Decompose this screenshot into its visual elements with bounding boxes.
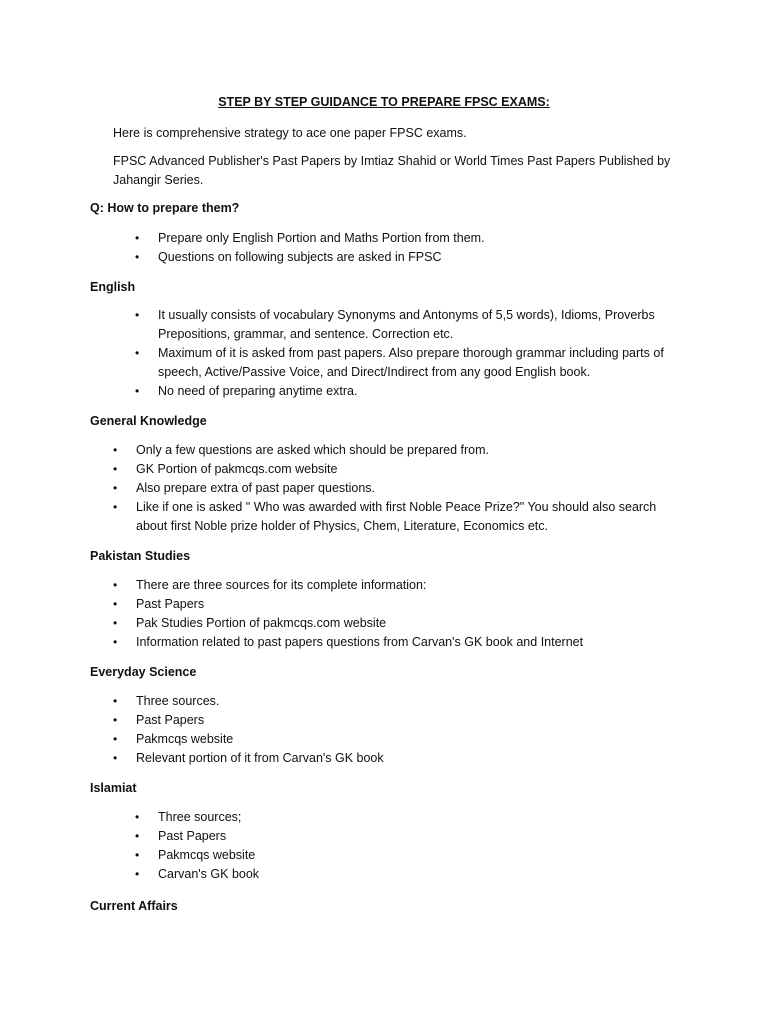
bullet-icon: •: [135, 384, 140, 398]
list-item: • Relevant portion of it from Carvan's GK book: [136, 749, 696, 768]
document-title: STEP BY STEP GUIDANCE TO PREPARE FPSC EXAMS:: [218, 95, 550, 109]
bullet-icon: •: [135, 231, 140, 245]
list-item: • Maximum of it is asked from past papers. Also prepare thorough grammar including parts of speech, Active/Passive Voice, and Direct/Indirect from any good English book.: [135, 346, 664, 379]
bullet-icon: •: [113, 616, 118, 630]
section-heading-english: English: [90, 280, 136, 294]
bullet-icon: •: [135, 810, 140, 824]
everyday-science-list: [113, 692, 696, 768]
list-item: • Prepare only English Portion and Maths Portion from them.: [158, 229, 718, 248]
bullet-icon: •: [135, 250, 140, 264]
bullet-icon: •: [113, 462, 118, 476]
how-to-prepare-list: [135, 229, 718, 267]
english-list: [135, 306, 678, 401]
list-item: • Only a few questions are asked which should be prepared from.: [136, 441, 666, 460]
bullet-icon: •: [113, 751, 118, 765]
bullet-icon: •: [135, 867, 140, 881]
list-item: • Pakmcqs website: [136, 730, 696, 749]
bullet-icon: •: [135, 829, 140, 843]
bullet-icon: •: [113, 597, 118, 611]
bullet-icon: •: [113, 578, 118, 592]
bullet-icon: •: [135, 346, 140, 360]
list-item: • It usually consists of vocabulary Synonyms and Antonyms of 5,5 words), Idioms, Proverbs Prepositions, grammar, and sentence. Correction etc.: [135, 308, 655, 341]
bullet-icon: •: [113, 635, 118, 649]
list-item: • Information related to past papers questions from Carvan's GK book and Internet: [136, 633, 696, 652]
list-item: • Also prepare extra of past paper questions.: [136, 479, 666, 498]
intro-paragraph: Here is comprehensive strategy to ace one paper FPSC exams.: [113, 126, 467, 140]
list-item: • There are three sources for its complete information:: [136, 576, 696, 595]
section-heading-current-affairs: Current Affairs: [90, 899, 178, 913]
bullet-icon: •: [135, 848, 140, 862]
bullet-icon: •: [135, 308, 140, 322]
list-item: • Questions on following subjects are asked in FPSC: [158, 248, 718, 267]
list-item: • Carvan's GK book: [158, 865, 718, 884]
bullet-icon: •: [113, 443, 118, 457]
general-knowledge-list: [113, 441, 666, 536]
section-heading-general-knowledge: General Knowledge: [90, 414, 207, 428]
bullet-icon: •: [113, 713, 118, 727]
section-heading-everyday-science: Everyday Science: [90, 665, 197, 679]
list-item: • Past Papers: [136, 595, 696, 614]
bullet-icon: •: [113, 732, 118, 746]
list-item: • Pakmcqs website: [158, 846, 718, 865]
pakistan-studies-list: [113, 576, 696, 652]
books-paragraph: FPSC Advanced Publisher's Past Papers by Imtiaz Shahid or World Times Past Papers Published by Jahangir Series.: [113, 154, 671, 187]
islamiat-list: [135, 808, 718, 884]
bullet-icon: •: [113, 481, 118, 495]
list-item: • Like if one is asked " Who was awarded with first Noble Peace Prize?" You should also search about first Noble prize holder of Physics, Chem, Literature, Economics etc.: [113, 500, 657, 533]
list-item: • Three sources.: [136, 692, 696, 711]
bullet-icon: •: [113, 500, 118, 514]
list-item: • GK Portion of pakmcqs.com website: [136, 460, 666, 479]
list-item: • Three sources;: [158, 808, 718, 827]
list-item: • Past Papers: [158, 827, 718, 846]
list-item: • Pak Studies Portion of pakmcqs.com website: [136, 614, 696, 633]
section-heading-pakistan-studies: Pakistan Studies: [90, 549, 191, 563]
section-heading-how-to-prepare: Q: How to prepare them?: [90, 201, 240, 215]
list-item: • No need of preparing anytime extra.: [158, 382, 678, 401]
list-item: • Past Papers: [136, 711, 696, 730]
section-heading-islamiat: Islamiat: [90, 781, 137, 795]
bullet-icon: •: [113, 694, 118, 708]
